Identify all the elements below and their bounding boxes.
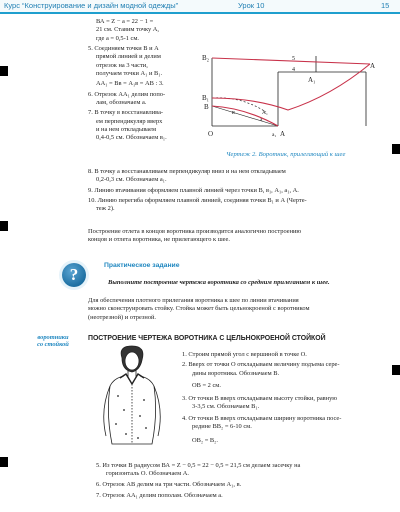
paragraph-flyaway — [88, 228, 388, 246]
section-steps — [182, 351, 392, 461]
text-line: 2. Вверх от точки О откладываем величину подъема сере- — [182, 361, 340, 369]
text-line: 8. В точку а восстанавливаем перпендикуляр вниз и на нем откладываем — [88, 168, 286, 175]
text-line: ем перпендикуляр вверх — [96, 117, 163, 125]
steps-8-10 — [88, 168, 388, 218]
text-line: ВА = Z − а = 22 − 1 = — [96, 18, 154, 25]
text-line: ОВ₂ = В₂. — [192, 437, 218, 444]
sidebar-line: воротники — [37, 334, 69, 341]
text-line: АА₁ = Вв = А₁в = АВ : 3. — [96, 80, 164, 88]
margin-mark — [0, 457, 8, 467]
point-a-top-label: А — [370, 62, 376, 70]
text-line: теж 2). — [96, 205, 115, 213]
text-line: лам, обозначаем а. — [96, 99, 147, 106]
text-line: 4. От точки В вверх откладываем ширину воротника посе- — [182, 415, 342, 422]
text-line: где а = 0,5-1 см. — [96, 34, 140, 42]
text-line: 3. От точки В вверх откладываем высоту стойки, равную — [182, 395, 338, 402]
dimension-5-label: 5 — [292, 56, 295, 62]
dimension-4-label: 4 — [292, 67, 295, 73]
text-line: 10. Линию перегиба оформляем плавной линией, соединяя точки В₁ и А (Черте- — [88, 196, 307, 204]
text-line: (неотрезной) и отрезной. — [88, 313, 157, 321]
point-b-label: В — [204, 103, 209, 111]
text-line: дины воротника. Обозначаем В. — [192, 369, 280, 377]
course-title: Курс “Конструирование и дизайн модной одежды” — [4, 1, 179, 10]
text-line: ОВ = 2 см. — [192, 382, 221, 389]
bottom-steps — [96, 462, 392, 510]
point-a-small-label: а — [260, 117, 263, 123]
margin-mark — [0, 66, 8, 76]
text-line: получаем точки А₁ и В₁. — [96, 70, 163, 78]
point-o-label: О — [208, 130, 214, 138]
page-header — [0, 0, 400, 14]
text-line: 21 см. Ставим точку А, — [96, 26, 160, 34]
lesson-label: Урок 10 — [238, 1, 265, 10]
text-line: 0,4-0,5 см. Обозначаем в₁. — [96, 134, 167, 142]
point-a1-low-label: А₁ — [262, 110, 268, 116]
text-line: Построение отлета в концов воротника производится аналогично построению — [88, 228, 302, 235]
question-icon: ? — [62, 263, 86, 287]
text-line: 7. В точку в восстанавлива- — [88, 109, 164, 117]
left-column-steps — [88, 18, 192, 168]
point-a1-sub-label: а₁ — [272, 132, 277, 138]
page-number: 15 — [381, 1, 390, 10]
text-line: прямой линией и делим — [96, 53, 161, 61]
text-line: отрезок на 3 части, — [96, 61, 148, 69]
woman-illustration — [96, 344, 170, 454]
practical-title: Практическое задание — [104, 262, 180, 269]
text-line: редине ВВ₂ = 6-10 см. — [192, 423, 252, 431]
diagram-caption: Чертеж 2. Воротник, прилегающий к шее — [226, 151, 346, 158]
text-line: 0,2-0,3 см. Обозначаем а₁. — [96, 176, 167, 184]
outer-red-line — [212, 58, 370, 64]
text-line: и на нем откладываем — [96, 126, 156, 133]
margin-mark — [0, 221, 8, 231]
collar-diagram — [196, 38, 388, 174]
point-b2-label: В₂ — [202, 54, 210, 62]
practical-task: Выполните построение чертежа воротника со средним прилеганием к шее. — [108, 279, 330, 286]
text-line: 6. Отрезок АА₁ делим попо- — [88, 90, 166, 98]
paragraph-stand — [88, 297, 388, 324]
text-line: Для обеспечения плотного прилегания воротника к шее по линии втачивания — [88, 297, 299, 304]
text-line: можно сконструировать стойку. Стойка может быть цельнокроеной с воротником — [88, 305, 310, 313]
section-title: ПОСТРОЕНИЕ ЧЕРТЕЖА ВОРОТНИКА С ЦЕЛЬНОКРОЕНОЙ СТОЙКОЙ — [88, 335, 326, 342]
collar-red-curve — [212, 64, 370, 110]
text-line: 5. Соединяем точки В и А — [88, 45, 159, 52]
text-line: 3-3,5 см. Обозначаем В₁. — [192, 403, 260, 411]
text-line: 5. Из точки В радиусом ВА = Z − 0,5 = 22 − 0,5 = 21,5 см делаем засечку на — [96, 462, 301, 469]
text-line: 7. Отрезок АА₁ делим пополам. Обозначаем а. — [96, 491, 223, 499]
margin-mark — [392, 365, 400, 375]
point-v-label: в — [232, 110, 235, 116]
point-a1-label: А₁ — [308, 76, 316, 84]
text-line: 1. Строим прямой угол с вершиной в точке О. — [182, 351, 307, 358]
sidebar-topic — [28, 334, 78, 348]
text-line: концов и отлета воротника, не прилегающего к шее. — [88, 236, 230, 244]
text-line: горизонталь О. Обозначаем А. — [106, 470, 189, 478]
segment-ba — [212, 106, 278, 126]
sidebar-line: со стойкой — [37, 341, 69, 348]
point-b1-label: В₁ — [202, 94, 210, 102]
text-line: 9. Линию втачивания оформляем плавной линией через точки В, в₁, А₁, а₁, А. — [88, 186, 299, 194]
point-a-label: А — [280, 130, 286, 138]
margin-mark — [392, 144, 400, 154]
text-line: 6. Отрезок АВ делим на три части. Обозначаем А₁, в. — [96, 481, 242, 488]
